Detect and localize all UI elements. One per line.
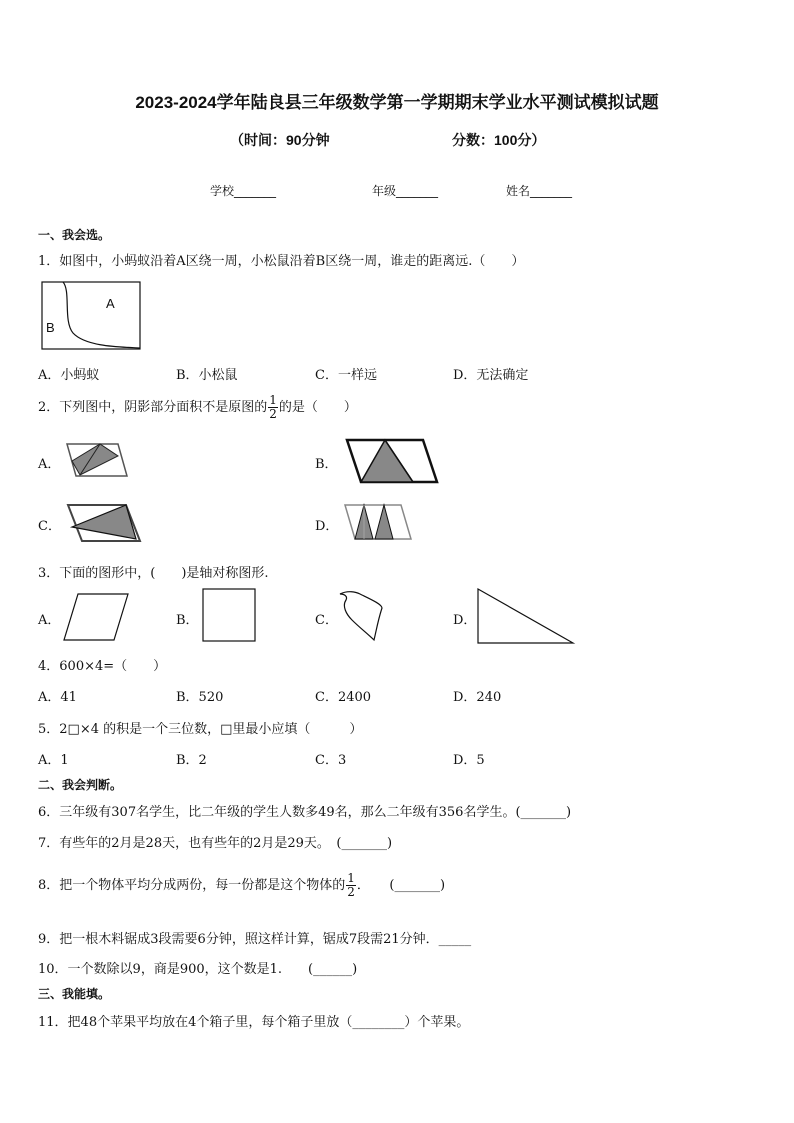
- q2-figure-d: [343, 503, 413, 541]
- q2-figure-c: [64, 503, 144, 543]
- exam-score: 分数：100分）: [452, 132, 546, 148]
- q5-option-b[interactable]: B．2: [176, 753, 207, 768]
- q2-figure-b: [345, 438, 439, 484]
- grade-field[interactable]: 年级_______: [372, 184, 439, 198]
- question-10-text: 10．一个数除以9，商是900，这个数是1. (______): [38, 962, 358, 977]
- q3-option-d[interactable]: D．: [453, 613, 477, 628]
- q1-option-b[interactable]: B．小松鼠: [176, 368, 238, 383]
- question-4-text: 4．600×4=（ ）: [38, 659, 167, 674]
- q3-parallelogram: [62, 592, 130, 642]
- name-field[interactable]: 姓名_______: [506, 184, 573, 198]
- region-label-b: B: [46, 320, 55, 335]
- fraction-one-half: $\frac{1}{2}$: [269, 393, 277, 421]
- q4-option-a[interactable]: A．41: [38, 690, 77, 705]
- fraction-one-half: $\frac{1}{2}$: [347, 871, 355, 899]
- q5-option-c[interactable]: C．3: [315, 753, 347, 768]
- q3-option-c[interactable]: C．: [315, 613, 338, 628]
- section-heading-choice: 一、我会选。: [38, 228, 111, 242]
- q2-figure-a: [66, 443, 128, 477]
- question-2-tail: 的是（ ）: [278, 400, 357, 415]
- question-8-tail: ． (_______): [356, 878, 446, 893]
- section-heading-fill: 三、我能填。: [38, 987, 111, 1001]
- exam-time: （时间：90分钟: [230, 132, 330, 148]
- question-2-text: [38, 394, 357, 421]
- q2-option-c[interactable]: C．: [38, 519, 61, 534]
- q1-option-c[interactable]: C．一样远: [315, 368, 377, 383]
- q3-option-a[interactable]: A．: [38, 613, 61, 628]
- question-8-text: [38, 872, 445, 899]
- q5-option-d[interactable]: D．5: [453, 753, 485, 768]
- q3-option-b[interactable]: B．: [176, 613, 199, 628]
- question-5-text: 5．2□×4 的积是一个三位数，□里最小应填（ ）: [38, 722, 363, 737]
- question-1-text: 1．如图中，小蚂蚁沿着A区绕一周，小松鼠沿着B区绕一周，谁走的距离远.（ ）: [38, 254, 525, 269]
- q1-option-a[interactable]: A．小蚂蚁: [38, 368, 100, 383]
- question-3-text: 3．下面的图形中，( )是轴对称图形.: [38, 566, 269, 581]
- q5-option-a[interactable]: A．1: [38, 753, 69, 768]
- region-label-a: A: [106, 296, 115, 311]
- question-9-text: 9．把一根木料锯成3段需要6分钟，照这样计算，锯成7段需21分钟．_____: [38, 932, 472, 947]
- question-1-figure: [41, 281, 142, 351]
- section-heading-judge: 二、我会判断。: [38, 778, 123, 792]
- question-7-text: 7．有些年的2月是28天，也有些年的2月是29天。 (_______): [38, 836, 393, 851]
- q2-option-b[interactable]: B．: [315, 457, 338, 472]
- q3-irregular-shape: [338, 590, 384, 642]
- question-8-lead: 8．把一个物体平均分成两份，每一份都是这个物体的: [38, 878, 346, 893]
- question-11-text: 11．把48个苹果平均放在4个箱子里，每个箱子里放（________）个苹果。: [38, 1015, 470, 1030]
- school-field[interactable]: 学校_______: [210, 184, 277, 198]
- q4-option-d[interactable]: D．240: [453, 690, 502, 705]
- page-title: 2023-2024学年陆良县三年级数学第一学期期末学业水平测试模拟试题: [135, 93, 659, 112]
- question-2-lead: 2．下列图中，阴影部分面积不是原图的: [38, 400, 268, 415]
- q2-option-d[interactable]: D．: [315, 519, 339, 534]
- q3-square: [202, 588, 256, 642]
- q4-option-c[interactable]: C．2400: [315, 690, 372, 705]
- q1-option-d[interactable]: D．无法确定: [453, 368, 529, 383]
- q3-right-triangle: [477, 588, 575, 644]
- q2-option-a[interactable]: A．: [38, 457, 61, 472]
- question-6-text: 6．三年级有307名学生，比二年级的学生人数多49名，那么二年级有356名学生。(_______): [38, 805, 572, 820]
- q4-option-b[interactable]: B．520: [176, 690, 224, 705]
